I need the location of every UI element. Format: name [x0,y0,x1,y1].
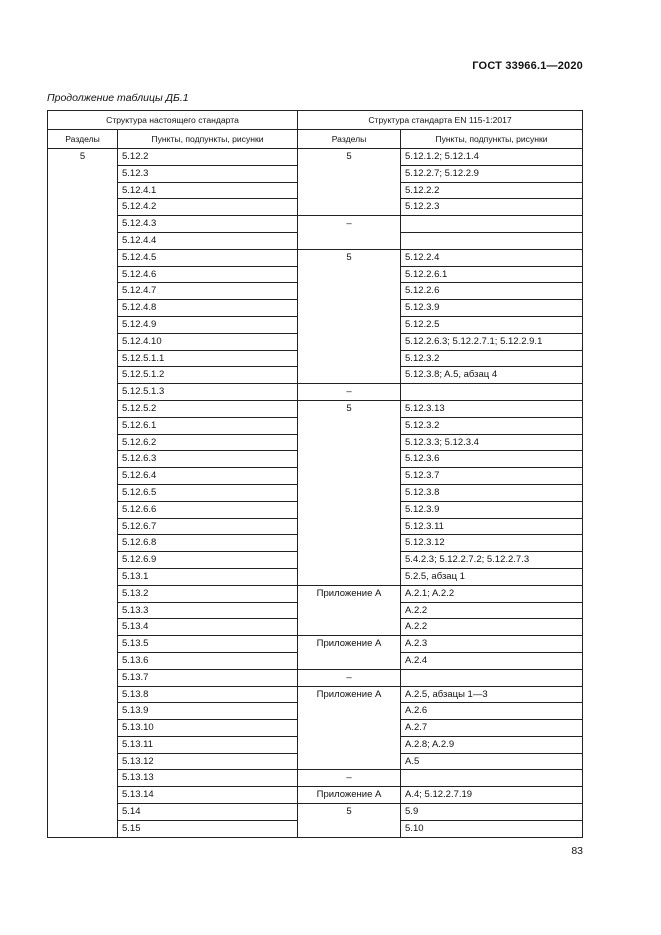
table-row [48,770,583,787]
en-section-cell: – [298,669,401,686]
en-section-cell: Приложение А [298,787,401,804]
column-header-sections: Разделы [48,130,118,149]
column-header-clauses-en: Пункты, подпункты, рисунки [401,130,583,149]
column-header-clauses: Пункты, подпункты, рисунки [118,130,298,149]
clause-cell: 5.13.12 [118,753,298,770]
table-row [48,384,583,401]
table-row [48,787,583,804]
en-clause-cell: 5.4.2.3; 5.12.2.7.2; 5.12.2.7.3 [401,552,583,569]
en-clause-cell: 5.12.2.3 [401,199,583,216]
table-row [48,585,583,602]
clause-cell: 5.12.2 [118,149,298,166]
clause-cell: 5.13.2 [118,585,298,602]
en-clause-cell [401,384,583,401]
en-clause-cell [401,216,583,233]
en-clause-cell: A.4; 5.12.2.7.19 [401,787,583,804]
clause-cell: 5.12.4.5 [118,249,298,266]
clause-cell: 5.12.6.3 [118,451,298,468]
en-clause-cell: 5.12.3.13 [401,400,583,417]
table-row [48,636,583,653]
column-header-sections-en: Разделы [298,130,401,149]
en-section-cell: – [298,216,401,250]
en-clause-cell: 5.12.3.6 [401,451,583,468]
clause-cell: 5.12.4.8 [118,300,298,317]
en-clause-cell [401,669,583,686]
en-clause-cell: A.2.6 [401,703,583,720]
en-section-cell: Приложение А [298,585,401,635]
clause-cell: 5.12.6.5 [118,484,298,501]
en-clause-cell: A.2.5, абзацы 1—3 [401,686,583,703]
document-code: ГОСТ 33966.1—2020 [472,60,583,72]
en-clause-cell: 5.12.3.2 [401,350,583,367]
table-row [48,804,583,821]
page-number: 83 [571,845,583,857]
en-clause-cell: 5.12.2.4 [401,249,583,266]
en-clause-cell [401,770,583,787]
group-header-en: Структура стандарта EN 115-1:2017 [298,111,583,130]
clause-cell: 5.14 [118,804,298,821]
clause-cell: 5.12.6.6 [118,501,298,518]
en-clause-cell [401,232,583,249]
clause-cell: 5.13.10 [118,720,298,737]
clause-cell: 5.12.4.9 [118,316,298,333]
table-row [48,669,583,686]
en-clause-cell: 5.12.2.6 [401,283,583,300]
en-clause-cell: 5.9 [401,804,583,821]
en-clause-cell: 5.12.3.8; A.5, абзац 4 [401,367,583,384]
clause-cell: 5.12.6.9 [118,552,298,569]
en-clause-cell: A.5 [401,753,583,770]
en-clause-cell: 5.12.3.9 [401,300,583,317]
en-section-cell: 5 [298,804,401,838]
en-clause-cell: 5.12.3.11 [401,518,583,535]
en-clause-cell: 5.12.2.6.1 [401,266,583,283]
en-clause-cell: 5.12.3.2 [401,417,583,434]
clause-cell: 5.13.5 [118,636,298,653]
en-clause-cell: A.2.3 [401,636,583,653]
clause-cell: 5.13.6 [118,652,298,669]
table-row [48,686,583,703]
clause-cell: 5.12.5.1.2 [118,367,298,384]
clause-cell: 5.12.4.4 [118,232,298,249]
en-clause-cell: 5.12.3.7 [401,468,583,485]
clause-cell: 5.12.4.6 [118,266,298,283]
table-row [48,400,583,417]
clause-cell: 5.13.1 [118,568,298,585]
en-clause-cell: A.2.1; A.2.2 [401,585,583,602]
correspondence-table [47,110,583,838]
en-clause-cell: 5.12.3.12 [401,535,583,552]
en-clause-cell: 5.2.5, абзац 1 [401,568,583,585]
clause-cell: 5.13.13 [118,770,298,787]
en-section-cell: Приложение А [298,686,401,770]
en-clause-cell: A.2.8; A.2.9 [401,736,583,753]
en-clause-cell: A.2.2 [401,602,583,619]
en-section-cell: – [298,384,401,401]
clause-cell: 5.12.6.2 [118,434,298,451]
en-clause-cell: 5.12.2.2 [401,182,583,199]
section-cell: 5 [48,149,118,838]
en-clause-cell: A.2.4 [401,652,583,669]
en-clause-cell: 5.12.2.6.3; 5.12.2.7.1; 5.12.2.9.1 [401,333,583,350]
clause-cell: 5.13.14 [118,787,298,804]
clause-cell: 5.13.7 [118,669,298,686]
en-clause-cell: 5.12.2.5 [401,316,583,333]
en-clause-cell: 5.12.2.7; 5.12.2.9 [401,165,583,182]
table-body [48,149,583,838]
clause-cell: 5.12.5.1.1 [118,350,298,367]
en-section-cell: 5 [298,400,401,585]
en-clause-cell: A.2.2 [401,619,583,636]
clause-cell: 5.12.6.4 [118,468,298,485]
clause-cell: 5.12.4.2 [118,199,298,216]
en-clause-cell: 5.12.3.3; 5.12.3.4 [401,434,583,451]
clause-cell: 5.12.3 [118,165,298,182]
clause-cell: 5.12.4.7 [118,283,298,300]
clause-cell: 5.12.6.1 [118,417,298,434]
clause-cell: 5.12.4.1 [118,182,298,199]
en-section-cell: Приложение А [298,636,401,670]
en-clause-cell: 5.12.3.8 [401,484,583,501]
clause-cell: 5.15 [118,820,298,837]
group-header-current: Структура настоящего стандарта [48,111,298,130]
en-clause-cell: 5.10 [401,820,583,837]
en-section-cell: – [298,770,401,787]
en-clause-cell: 5.12.1.2; 5.12.1.4 [401,149,583,166]
clause-cell: 5.12.4.10 [118,333,298,350]
clause-cell: 5.12.5.2 [118,400,298,417]
en-clause-cell: 5.12.3.9 [401,501,583,518]
clause-cell: 5.12.5.1.3 [118,384,298,401]
clause-cell: 5.13.8 [118,686,298,703]
table-row [48,149,583,166]
clause-cell: 5.13.3 [118,602,298,619]
clause-cell: 5.12.6.8 [118,535,298,552]
clause-cell: 5.13.11 [118,736,298,753]
clause-cell: 5.12.4.3 [118,216,298,233]
en-section-cell: 5 [298,249,401,383]
table-row [48,249,583,266]
clause-cell: 5.12.6.7 [118,518,298,535]
table-caption: Продолжение таблицы ДБ.1 [47,92,189,104]
clause-cell: 5.13.4 [118,619,298,636]
en-clause-cell: A.2.7 [401,720,583,737]
table-row [48,216,583,233]
clause-cell: 5.13.9 [118,703,298,720]
en-section-cell: 5 [298,149,401,216]
